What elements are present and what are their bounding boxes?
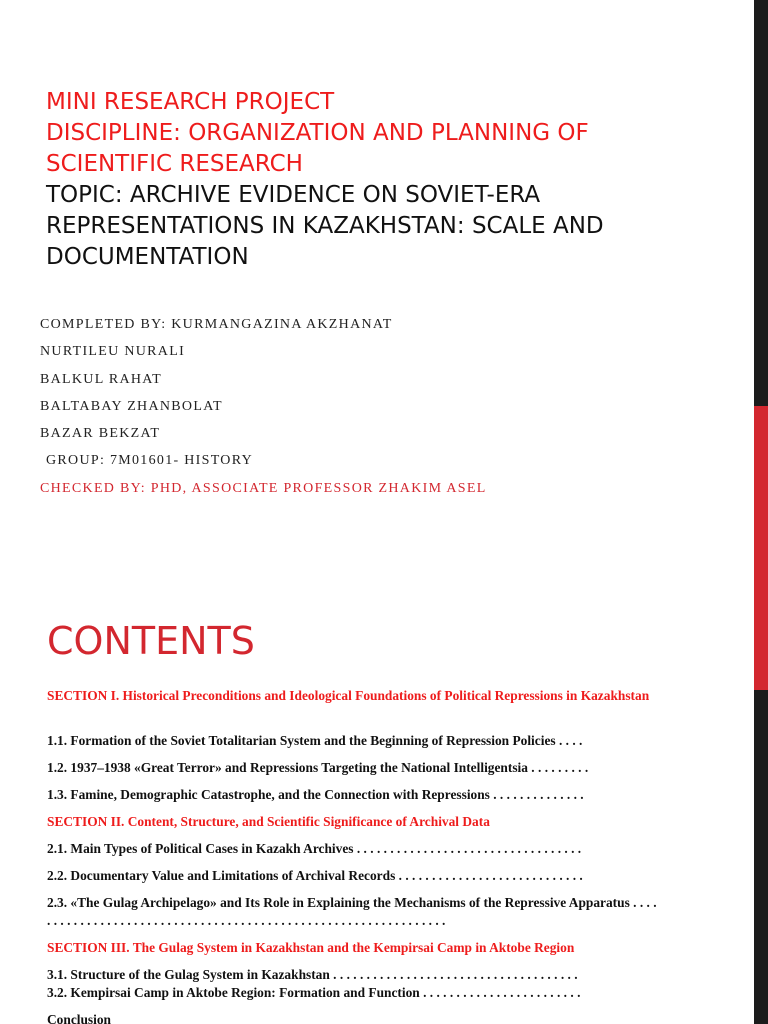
project-title-line: MINI RESEARCH PROJECT: [46, 89, 335, 115]
toc-entry: 1.1. Formation of the Soviet Totalitarian System and the Beginning of Repression Policies . . . .: [47, 733, 583, 748]
author-name: NURTILEU NURALI: [40, 344, 186, 360]
author-name: BALKUL RAHAT: [40, 371, 163, 387]
author-name: BALTABAY ZHANBOLAT: [40, 398, 223, 414]
topic-title: TOPIC: ARCHIVE EVIDENCE ON SOVIET-ERA REPRESENTATIONS IN KAZAKHSTAN: SCALE AND DOCUMENTATION: [46, 182, 604, 270]
authors-block: [40, 314, 720, 505]
group-label: GROUP: 7M01601- HISTORY: [46, 453, 253, 469]
toc-section-heading: SECTION III. The Gulag System in Kazakhstan and the Kempirsai Camp in Aktobe Region: [47, 940, 575, 955]
toc-entry: 1.2. 1937–1938 «Great Terror» and Repressions Targeting the National Intelligentsia . . . . . . . . .: [47, 760, 589, 775]
toc-entry: Conclusion: [47, 1012, 111, 1024]
toc-entry: 2.1. Main Types of Political Cases in Kazakh Archives . . . . . . . . . . . . . . . . . . . . . . . . . . . . . . . . . .: [47, 841, 582, 856]
toc-entry: 2.2. Documentary Value and Limitations of Archival Records . . . . . . . . . . . . . . . . . . . . . . . . . . . .: [47, 868, 583, 883]
toc-section-heading: SECTION II. Content, Structure, and Scientific Significance of Archival Data: [47, 814, 490, 829]
discipline-title: DISCIPLINE: ORGANIZATION AND PLANNING OF SCIENTIFIC RESEARCH: [46, 120, 589, 177]
toc-entry: 3.1. Structure of the Gulag System in Kazakhstan . . . . . . . . . . . . . . . . . . . . . . . . . . . . . . . . . . . . .: [47, 967, 578, 982]
checked-by: CHECKED BY: PHD, ASSOCIATE PROFESSOR ZHAKIM ASEL: [40, 480, 487, 496]
toc-entry: 2.3. «The Gulag Archipelago» and Its Role in Explaining the Mechanisms of the Repressive Apparatus . . . . . . . . . . . . . . . . . . . . . . . . . . . . . . . . . . . . . . . . . . . . . . . . . . . . . . . . . . . . . . . .: [47, 895, 657, 928]
author-name: BAZAR BEKZAT: [40, 426, 161, 442]
completed-by: COMPLETED BY: KURMANGAZINA AKZHANAT: [40, 317, 393, 332]
toc-section-heading: SECTION I. Historical Preconditions and Ideological Foundations of Political Repressions in Kazakhstan: [47, 688, 650, 703]
side-accent-bar: [754, 406, 768, 690]
table-of-contents: [47, 687, 657, 1024]
contents-heading: CONTENTS: [47, 619, 255, 663]
project-title: [46, 87, 666, 273]
toc-entry: 1.3. Famine, Demographic Catastrophe, and the Connection with Repressions . . . . . . . . . . . . . .: [47, 787, 584, 802]
toc-entry: 3.2. Kempirsai Camp in Aktobe Region: Formation and Function . . . . . . . . . . . . . . . . . . . . . . . .: [47, 985, 581, 1000]
